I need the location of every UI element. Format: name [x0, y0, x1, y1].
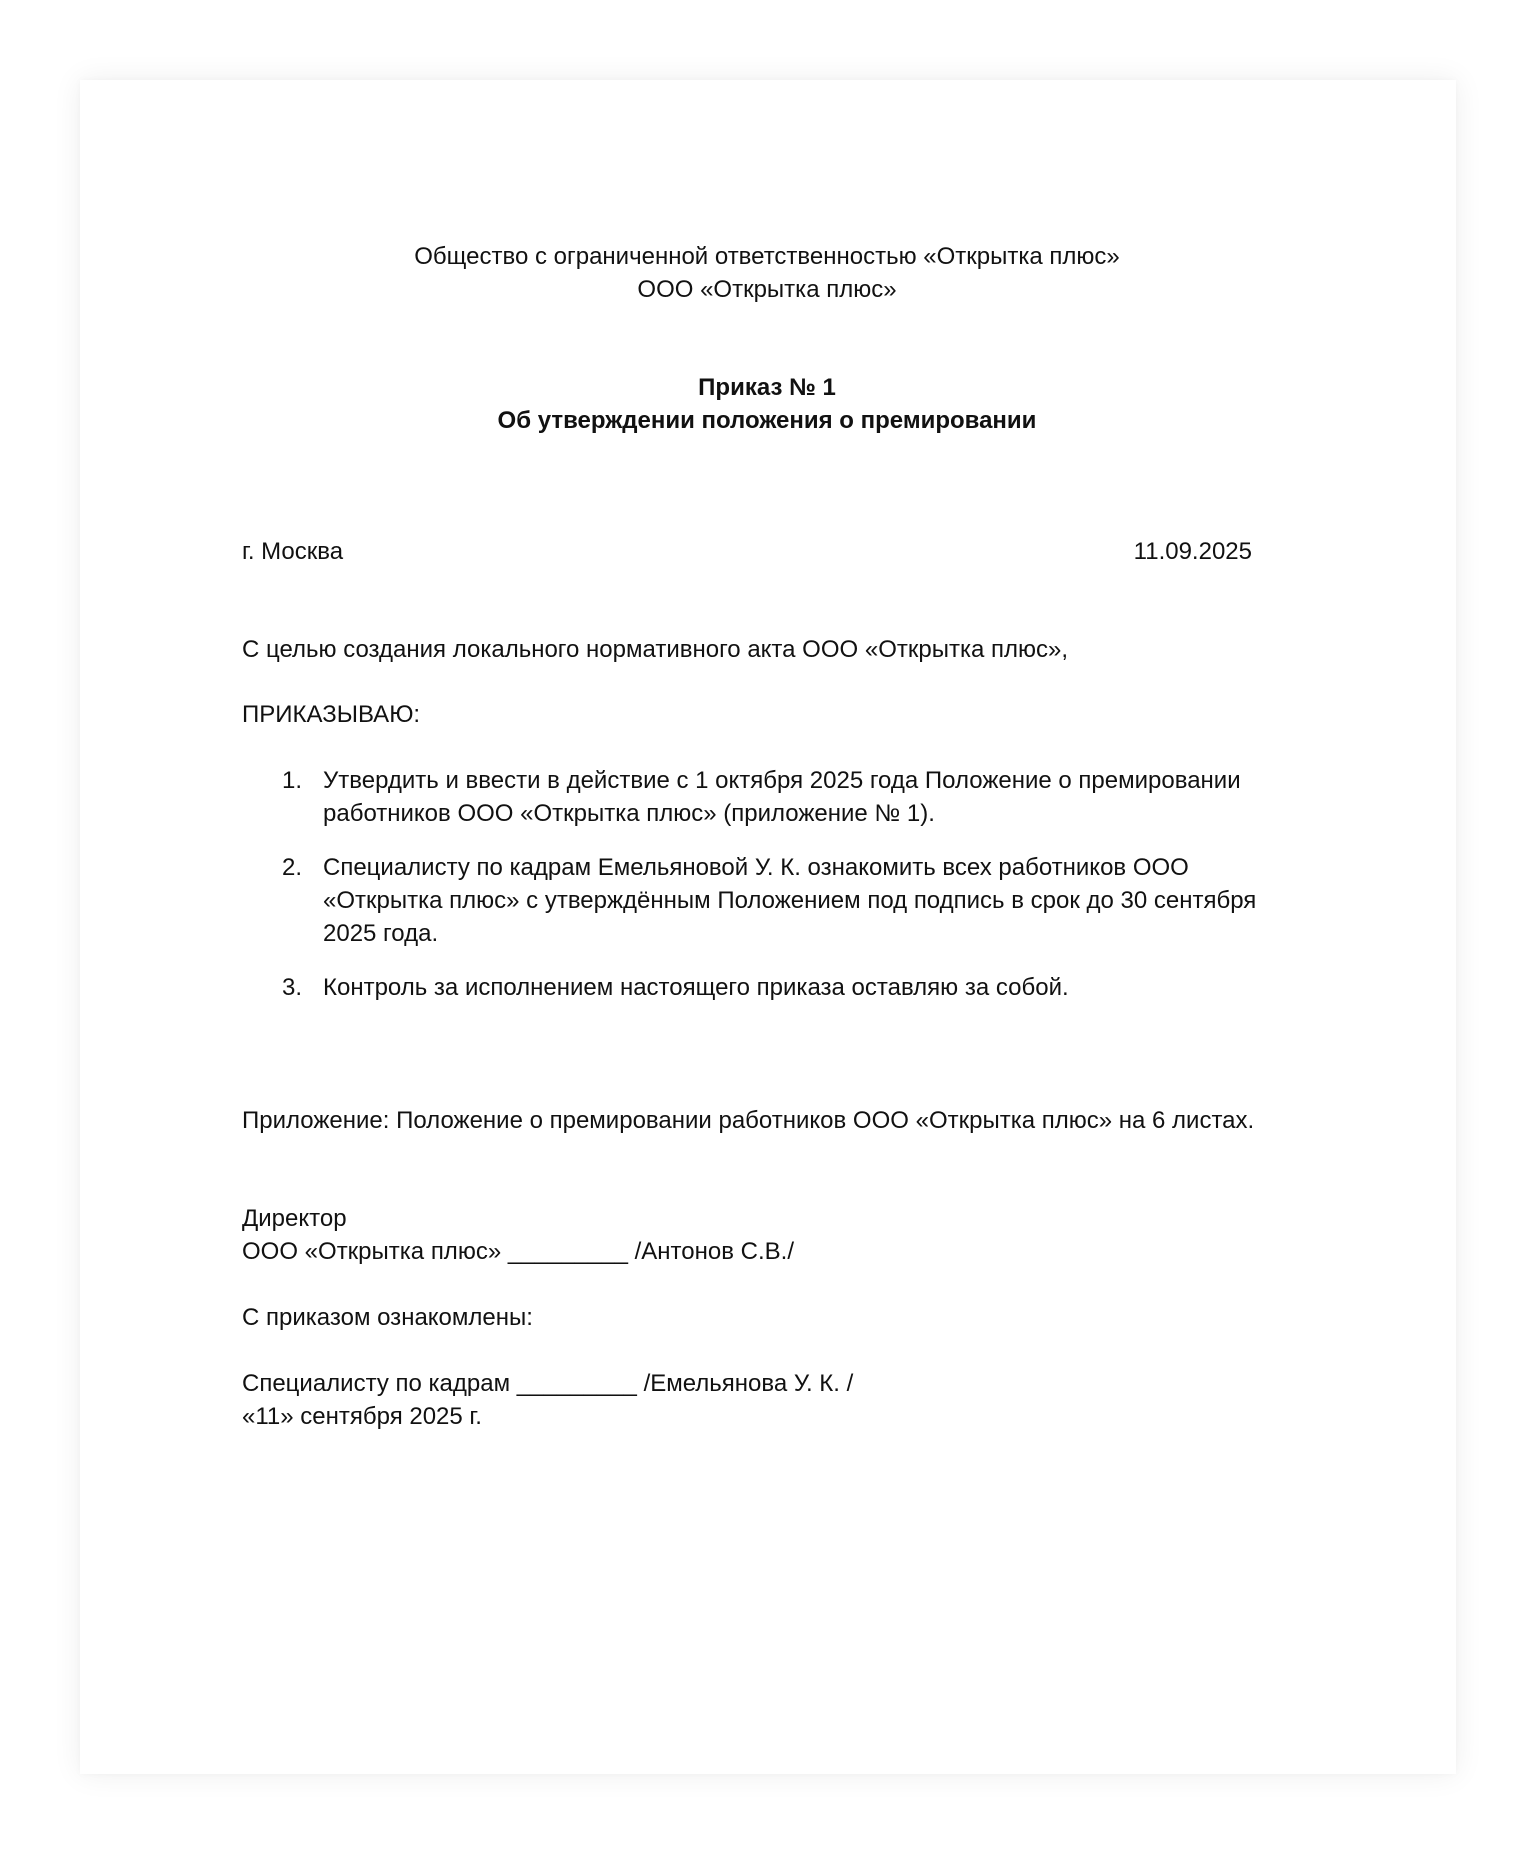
- order-subtitle: Об утверждении положения о премировании: [497, 407, 1037, 434]
- order-word: ПРИКАЗЫВАЮ:: [242, 701, 421, 728]
- order-item-number: 2.: [282, 854, 303, 881]
- director-signature-line: ООО «Открытка плюс» _________ /Антонов С.В./: [242, 1238, 794, 1265]
- order-appendix: Приложение: Положение о премировании работников ООО «Открытка плюс» на 6 листах.: [242, 1107, 1255, 1134]
- director-title: Директор: [242, 1205, 347, 1232]
- director-signature-block: [242, 1202, 794, 1268]
- order-date: 11.09.2025: [1133, 538, 1252, 565]
- order-items-list: [242, 764, 1292, 1025]
- order-item-line: работников ООО «Открытка плюс» (приложение № 1).: [323, 800, 935, 827]
- specialist-signature-line: Специалисту по кадрам _________ /Емельянова У. К. /: [242, 1370, 854, 1397]
- order-item-line: Утвердить и ввести в действие с 1 октября 2025 года Положение о премировании: [323, 767, 1241, 794]
- order-item-line: Контроль за исполнением настоящего приказа оставляю за собой.: [323, 974, 1069, 1001]
- order-item: [242, 971, 1292, 1004]
- order-title: Приказ № 1: [698, 374, 836, 401]
- acquainted-heading: С приказом ознакомлены:: [242, 1304, 533, 1331]
- org-header: [242, 240, 1292, 306]
- org-short-name: ООО «Открытка плюс»: [637, 276, 897, 303]
- order-heading: [242, 371, 1292, 437]
- order-item-number: 1.: [282, 767, 303, 794]
- order-item: [242, 764, 1292, 830]
- org-full-name: Общество с ограниченной ответственностью «Открытка плюс»: [414, 243, 1120, 270]
- order-city: г. Москва: [242, 538, 344, 565]
- document-page: [80, 80, 1456, 1774]
- order-purpose: С целью создания локального нормативного акта ООО «Открытка плюс»,: [242, 636, 1068, 663]
- specialist-signature-date: «11» сентября 2025 г.: [242, 1403, 482, 1430]
- specialist-signature-block: [242, 1367, 853, 1433]
- order-item: [242, 851, 1292, 950]
- order-item-line: Специалисту по кадрам Емельяновой У. К. ознакомить всех работников ООО: [323, 854, 1189, 881]
- order-item-line: «Открытка плюс» с утверждённым Положением под подпись в срок до 30 сентября: [323, 887, 1257, 914]
- order-item-line: 2025 года.: [323, 920, 439, 947]
- order-item-number: 3.: [282, 974, 303, 1001]
